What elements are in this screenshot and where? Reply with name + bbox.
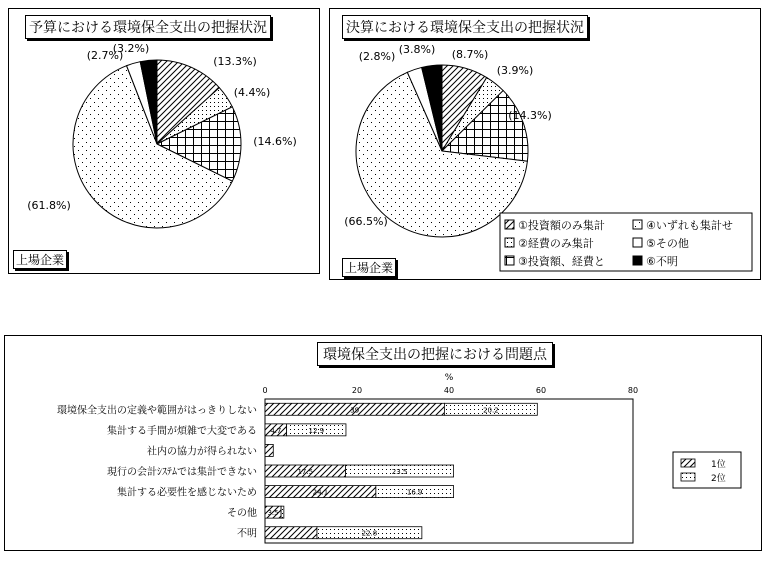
bar-rank1 (265, 527, 317, 539)
x-tick-label: 60 (535, 386, 547, 395)
settlement-pie-label-5: (2.8%) (358, 50, 396, 63)
budget-pie-badge: 上場企業 (13, 250, 67, 269)
budget-pie-label-5: (2.7%) (86, 49, 124, 62)
legend-swatch-3 (505, 256, 514, 265)
bar-value-label: 20.2 (483, 406, 499, 415)
settlement-pie-chart (330, 9, 760, 279)
bar-value-label: 39 (350, 406, 360, 415)
x-axis-label: % (444, 373, 454, 383)
category-label: 現行の会計ｼｽﾃﾑでは集計できない (107, 467, 257, 478)
bar-legend-label: 2位 (711, 474, 726, 484)
settlement-pie-label-1: (8.7%) (451, 48, 489, 61)
legend-swatch-2 (505, 238, 514, 247)
category-label: 不明 (237, 528, 257, 540)
budget-pie-label-1: (13.3%) (213, 55, 257, 68)
budget-pie-label-4: (61.8%) (27, 199, 71, 212)
bar-legend (673, 452, 741, 488)
legend-label-5: ⑤その他 (646, 237, 689, 250)
bar-value-label: 16.9 (406, 488, 423, 497)
problems-bar-chart (5, 336, 761, 550)
budget-pie-chart (9, 9, 319, 273)
legend-label-6: ⑥不明 (646, 255, 678, 268)
budget-pie-label-6: (3.2%) (112, 42, 150, 55)
settlement-pie-legend (500, 213, 752, 271)
category-label: 環境保全支出の定義や範囲がはっきりしない (57, 405, 257, 417)
bar-value-label: 22.8 (361, 529, 378, 538)
problems-bar-panel (4, 335, 762, 551)
legend-swatch-1 (505, 220, 514, 229)
category-label: 集計する必要性を感じないため (117, 487, 257, 499)
budget-pie-label-3: (14.6%) (253, 135, 297, 148)
legend-swatch-4 (633, 220, 642, 229)
legend-label-3: ③投資額、経費と (518, 255, 605, 268)
budget-pie-panel (8, 8, 320, 274)
bar-legend-swatch (681, 473, 695, 481)
category-label: その他 (227, 508, 257, 520)
legend-label-1: ①投資額のみ集計 (518, 219, 605, 232)
budget-pie-label-2: (4.4%) (233, 86, 271, 99)
settlement-pie-badge: 上場企業 (342, 258, 396, 277)
legend-swatch-6 (633, 256, 642, 265)
category-label: 社内の協力が得られない (147, 446, 257, 458)
settlement-pie-panel (329, 8, 761, 280)
settlement-pie-label-6: (3.8%) (398, 43, 436, 56)
bar-legend-label: 1位 (711, 460, 726, 470)
bar-value-label: 12.9 (308, 426, 325, 435)
settlement-pie-label-3: (14.3%) (508, 109, 552, 122)
x-tick-label: 40 (443, 386, 455, 395)
settlement-pie-label-4: (66.5%) (344, 215, 388, 228)
bar-rank1 (265, 444, 273, 456)
x-tick-label: 0 (262, 386, 268, 395)
legend-swatch-5 (633, 238, 642, 247)
bar-value-label: 17.5 (297, 468, 314, 476)
bar-value-label: 23.5 (391, 468, 408, 476)
bar-rank2 (281, 506, 284, 518)
bar-value-label: 4.7 (270, 426, 282, 435)
problems-bar-title: 環境保全支出の把握における問題点 (317, 342, 553, 366)
settlement-pie-label-2: (3.9%) (496, 64, 534, 77)
budget-pie-title: 予算における環境保全支出の把握状況 (25, 15, 271, 39)
bar-legend-swatch (681, 459, 695, 467)
bar-value-label: 24.1 (312, 488, 329, 497)
legend-label-4: ④いずれも集計せ (646, 219, 733, 232)
x-tick-label: 80 (627, 386, 639, 395)
legend-label-2: ②経費のみ集計 (518, 237, 594, 250)
settlement-pie-title: 決算における環境保全支出の把握状況 (342, 15, 588, 39)
x-tick-label: 20 (351, 386, 363, 395)
bar-value-label: 3.5 (267, 509, 279, 518)
category-label: 集計する手間が煩雑で大変である (107, 425, 257, 437)
